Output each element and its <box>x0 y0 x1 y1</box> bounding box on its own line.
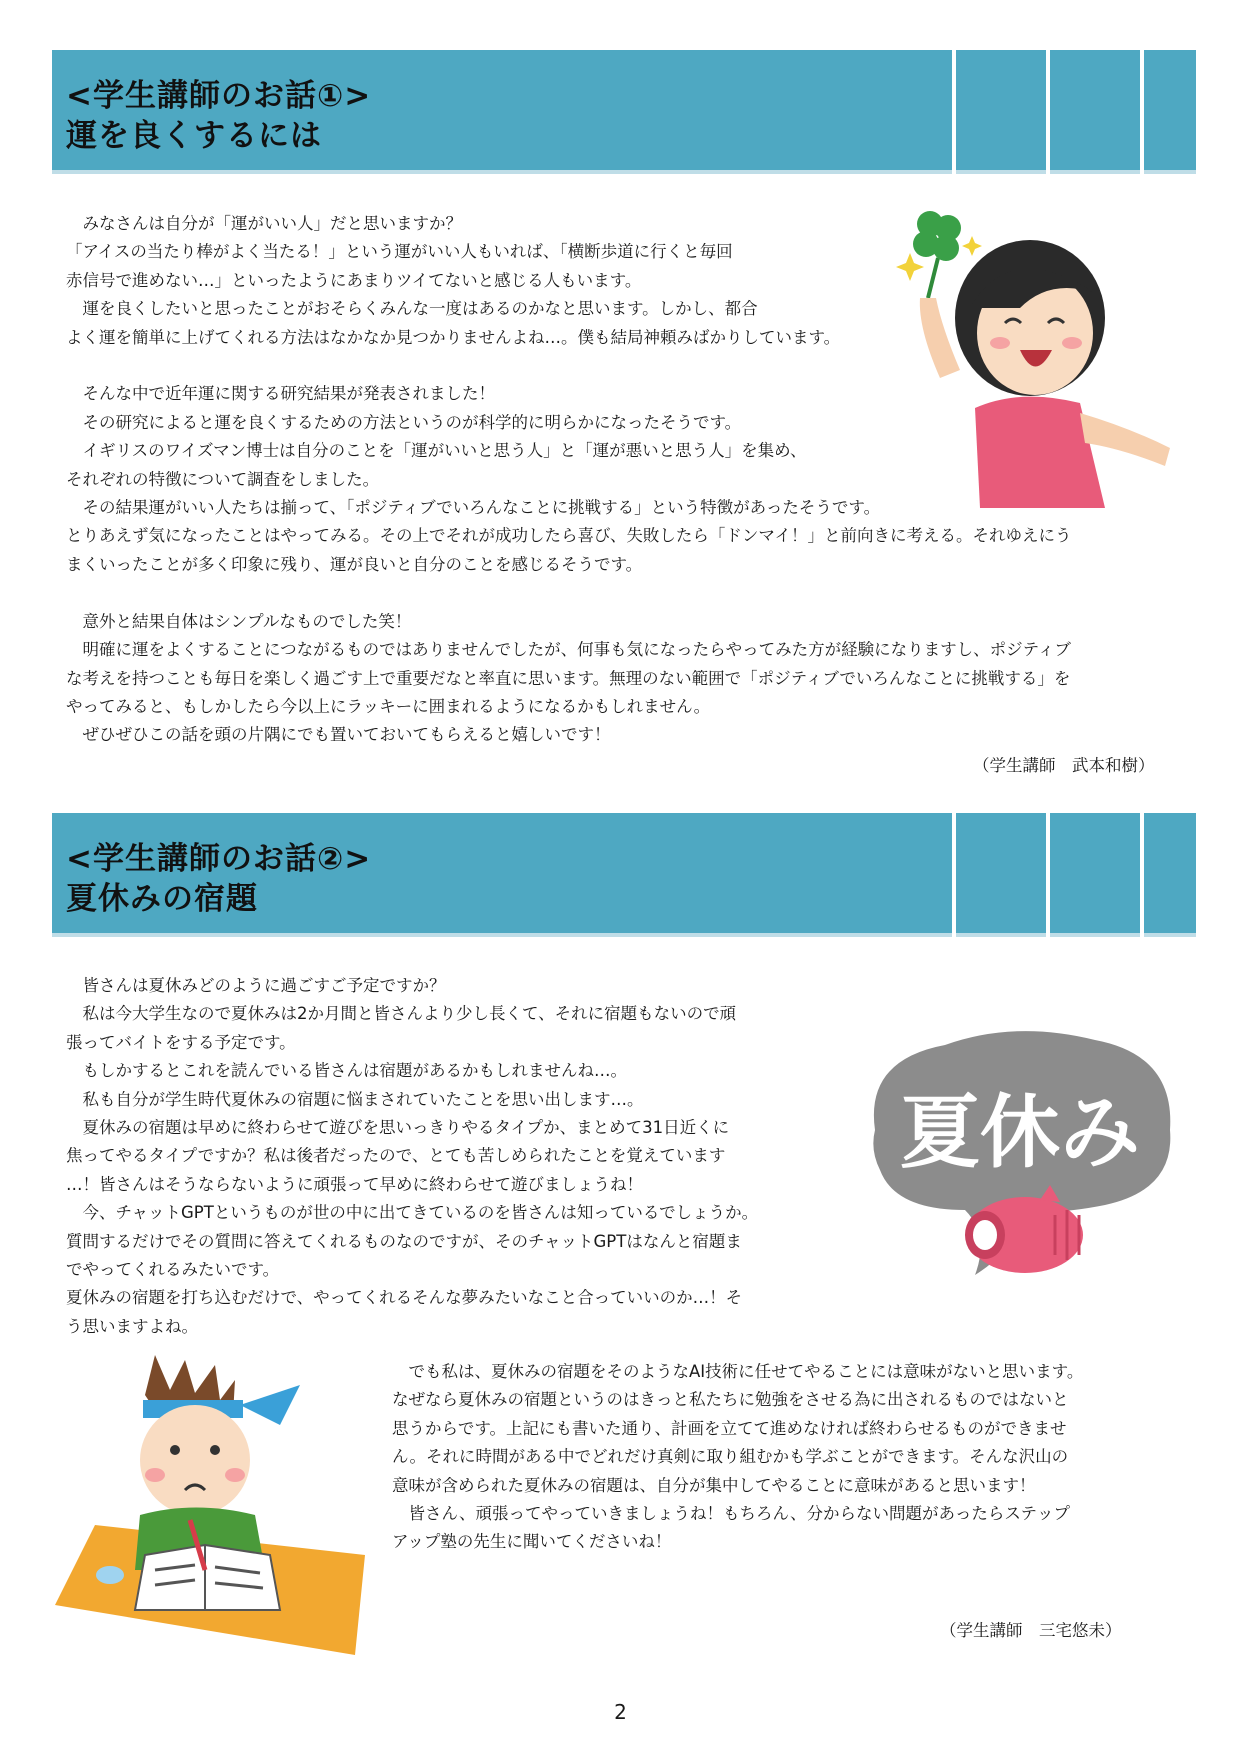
section2-banner <box>52 813 1196 937</box>
section1-heading-line2: 運を良くするには <box>66 118 322 154</box>
banner-block <box>1050 813 1140 937</box>
page-number: 2 <box>614 1700 627 1724</box>
paragraph-line: その研究によると運を良くするための方法というのが科学的に明らかになったそうです。 <box>66 412 742 432</box>
paragraph-line: 夏休みの宿題は早めに終わらせて遊びを思いっきりやるタイプか、まとめて31日近くに <box>66 1118 730 1138</box>
paragraph-line: そんな中で近年運に関する研究結果が発表されました！ <box>66 384 495 404</box>
paragraph-line: イギリスのワイズマン博士は自分のことを「運がいいと思う人」と「運が悪いと思う人」を集め、 <box>66 441 807 461</box>
paragraph-line: 私も自分が学生時代夏休みの宿題に悩まされていたことを思い出します…。 <box>66 1089 644 1109</box>
paragraph-line: ぜひぜひこの話を頭の片隅にでも置いておいてもらえると嬉しいです！ <box>66 725 611 745</box>
paragraph-line: もしかするとこれを読んでいる皆さんは宿題があるかもしれませんね…。 <box>66 1061 627 1081</box>
paragraph-line: とりあえず気になったことはやってみる。その上でそれが成功したら喜び、失敗したら「ドンマイ！」と前向きに考える。それゆえにう <box>66 526 1072 546</box>
banner-block <box>1144 50 1196 174</box>
section2-signature: （学生講師 三宅悠未） <box>940 1621 1122 1640</box>
paragraph-line: よく運を簡単に上げてくれる方法はなかなか見つかりませんよね…。僕も結局神頼みばかりしています。 <box>66 327 841 347</box>
paragraph-line: 皆さんは夏休みどのように過ごすご予定ですか？ <box>66 976 446 995</box>
paragraph-line: 私は今大学生なので夏休みは2か月間と皆さんより少し長くて、それに宿題もないので頑 <box>66 1004 737 1024</box>
section1-banner <box>52 50 1196 174</box>
paragraph-line: まくいったことが多く印象に残り、運が良いと自分のことを感じるそうです。 <box>66 554 643 574</box>
cloud-text: 夏休み <box>900 1086 1140 1179</box>
banner-block <box>1144 813 1196 937</box>
summer-vacation-cloud-illustration <box>855 1020 1185 1290</box>
paragraph-line: でも私は、夏休みの宿題をそのようなAI技術に任せてやることには意味がないと思います。 <box>392 1362 1084 1381</box>
paragraph-line: 意外と結果自体はシンプルなものでした笑！ <box>66 611 412 631</box>
paragraph-line: 赤信号で進めない…」といったようにあまりツイてないと感じる人もいます。 <box>66 270 642 290</box>
banner-block <box>1050 50 1140 174</box>
paragraph-line: 今、チャットGPTというものが世の中に出てきているのを皆さんは知っているでしょうか。 <box>66 1203 759 1223</box>
paragraph-line: 皆さん、頑張ってやっていきましょうね！もちろん、分からない問題があったらステップ <box>392 1504 1070 1524</box>
section2-body-a <box>66 972 758 1341</box>
section1-signature: （学生講師 武本和樹） <box>973 756 1155 775</box>
paragraph-line: なぜなら夏休みの宿題というのはきっと私たちに勉強をさせる為に出されるものではないと <box>392 1390 1069 1410</box>
paragraph-line: 運を良くしたいと思ったことがおそらくみんな一度はあるのかなと思います。しかし、都合 <box>66 299 758 319</box>
paragraph-line: アップ塾の先生に聞いてくださいね！ <box>392 1532 672 1552</box>
banner-block <box>956 50 1046 174</box>
banner-block <box>956 813 1046 937</box>
paragraph-line: う思いますよね。 <box>66 1316 198 1336</box>
paragraph-line: 明確に運をよくすることにつながるものではありませんでしたが、何事も気になったらやってみた方が経験になりますし、ポジティブ <box>66 640 1071 660</box>
paragraph-line: やってみると、もしかしたら今以上にラッキーに囲まれるようになるかもしれません。 <box>66 696 711 716</box>
paragraph-line: 張ってバイトをする予定です。 <box>66 1032 296 1052</box>
paragraph-line: 意味が含められた夏休みの宿題は、自分が集中してやることに意味があると思います！ <box>392 1475 1036 1495</box>
paragraph-line: 思うからです。上記にも書いた通り、計画を立てて進めなければ終わらせるものができませ <box>392 1418 1067 1438</box>
paragraph-line: 夏休みの宿題を打ち込むだけで、やってくれるそんな夢みたいなこと合っていいのか…！そ <box>66 1288 743 1308</box>
paragraph-line: …！皆さんはそうならないように頑張って早めに終わらせて遊びましょうね！ <box>66 1174 644 1194</box>
paragraph-line: ん。それに時間がある中でどれだけ真剣に取り組むかも学ぶことができます。そんな沢山の <box>392 1447 1069 1467</box>
section2-heading-line1: <学生講師のお話②> <box>66 841 372 877</box>
paragraph-line: その結果運がいい人たちは揃って、「ポジティブでいろんなことに挑戦する」という特徴があったそうです。 <box>66 498 881 518</box>
paragraph-line: でやってくれるみたいです。 <box>66 1260 280 1280</box>
girl-with-clover-illustration <box>880 198 1180 518</box>
banner-main-block <box>52 50 952 174</box>
paragraph-line: みなさんは自分が「運がいい人」だと思いますか？ <box>66 214 462 233</box>
section2-body-b <box>392 1358 1083 1557</box>
banner-main-block <box>52 813 952 937</box>
section2-heading-line2: 夏休みの宿題 <box>66 881 258 917</box>
paragraph-line: な考えを持つことも毎日を楽しく過ごす上で重要だなと率直に思います。無理のない範囲で「ポジティブでいろんなことに挑戦する」を <box>66 668 1071 688</box>
section1-heading-line1: <学生講師のお話①> <box>66 78 372 114</box>
paragraph-line: 質問するだけでその質問に答えてくれるものなのですが、そのチャットGPTはなんと宿題ま <box>66 1231 742 1251</box>
paragraph-line: それぞれの特徴について調査をしました。 <box>66 469 380 489</box>
boy-studying-illustration <box>55 1355 365 1655</box>
paragraph-line: 焦ってやるタイプですか？私は後者だったので、とても苦しめられたことを覚えています <box>66 1146 726 1166</box>
paragraph-line: 「アイスの当たり棒がよく当たる！」という運がいい人もいれば、「横断歩道に行くと毎回 <box>66 242 733 262</box>
paragraph-line <box>66 579 1072 607</box>
